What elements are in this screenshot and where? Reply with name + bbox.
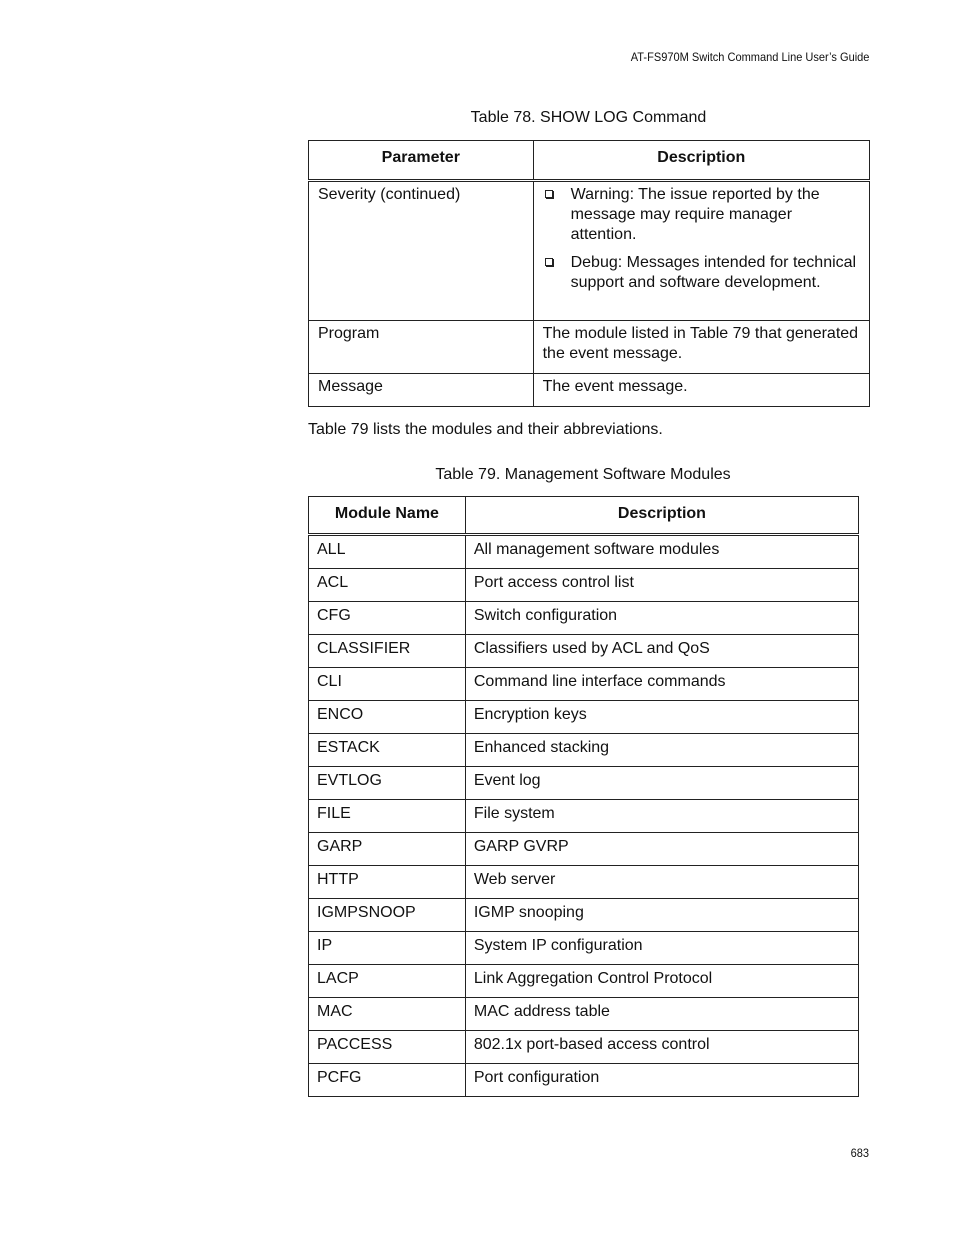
module-description-cell: File system [465,800,858,833]
module-name-cell: IP [309,932,466,965]
table-row [309,321,870,374]
table-row [309,833,859,866]
module-name-cell: PCFG [309,1064,466,1097]
table-row [309,965,859,998]
module-name-cell: ESTACK [309,734,466,767]
module-description-cell: System IP configuration [465,932,858,965]
table-header-row [309,497,859,535]
module-name-cell: MAC [309,998,466,1031]
column-header-parameter: Parameter [309,141,534,181]
parameter-cell: Severity (continued) [309,181,534,321]
table-row [309,535,859,569]
module-name-cell: ALL [309,535,466,569]
table-row [309,932,859,965]
table-row [309,701,859,734]
running-header: AT-FS970M Switch Command Line User’s Guide [630,50,869,64]
checkbox-bullet-icon [545,258,553,266]
module-description-cell: Classifiers used by ACL and QoS [465,635,858,668]
module-description-cell: All management software modules [465,535,858,569]
table-row [309,1064,859,1097]
module-name-cell: ACL [309,569,466,602]
module-name-cell: IGMPSNOOP [309,899,466,932]
module-description-cell: Port configuration [465,1064,858,1097]
module-description-cell: Event log [465,767,858,800]
description-cell: The module listed in Table 79 that generated the event message. [533,321,869,374]
module-name-cell: CLASSIFIER [309,635,466,668]
body-paragraph: Table 79 lists the modules and their abbreviations. [308,421,663,438]
table-row [309,374,870,407]
bullet-text: Debug: Messages intended for technical support and software development. [570,254,857,291]
checkbox-bullet-icon [545,190,553,198]
module-name-cell: CFG [309,602,466,635]
module-description-cell: Enhanced stacking [465,734,858,767]
table-row [309,866,859,899]
parameter-cell: Message [309,374,534,407]
column-header-module-name: Module Name [309,497,466,535]
module-description-cell: Link Aggregation Control Protocol [465,965,858,998]
module-name-cell: CLI [309,668,466,701]
list-item [543,185,860,245]
table-row [309,800,859,833]
table-row [309,602,859,635]
module-description-cell: GARP GVRP [465,833,858,866]
table-row [309,635,859,668]
parameter-cell: Program [309,321,534,374]
management-software-modules-table [308,496,859,1097]
module-name-cell: ENCO [309,701,466,734]
table-row [309,1031,859,1064]
module-name-cell: LACP [309,965,466,998]
module-name-cell: FILE [309,800,466,833]
module-name-cell: EVTLOG [309,767,466,800]
module-description-cell: Port access control list [465,569,858,602]
page-number: 683 [850,1146,869,1160]
table-row [309,181,870,321]
bullet-list [543,185,860,293]
module-name-cell: PACCESS [309,1031,466,1064]
bullet-text: Warning: The issue reported by the message may require manager attention. [570,186,820,243]
description-cell: The event message. [533,374,869,407]
module-description-cell: Switch configuration [465,602,858,635]
module-description-cell: Command line interface commands [465,668,858,701]
module-name-cell: HTTP [309,866,466,899]
description-cell [533,181,869,321]
table-row [309,569,859,602]
table-row [309,899,859,932]
table-78-caption: Table 78. SHOW LOG Command [470,109,707,126]
column-header-description: Description [465,497,858,535]
module-name-cell: GARP [309,833,466,866]
list-item [543,253,860,293]
module-description-cell: MAC address table [465,998,858,1031]
table-body [309,535,859,1097]
table-row [309,668,859,701]
module-description-cell: Encryption keys [465,701,858,734]
show-log-command-table [308,140,870,407]
table-row [309,998,859,1031]
table-row [309,767,859,800]
table-79-caption: Table 79. Management Software Modules [435,466,731,483]
table-row [309,734,859,767]
module-description-cell: 802.1x port-based access control [465,1031,858,1064]
column-header-description: Description [533,141,869,181]
module-description-cell: IGMP snooping [465,899,858,932]
table-header-row [309,141,870,181]
module-description-cell: Web server [465,866,858,899]
